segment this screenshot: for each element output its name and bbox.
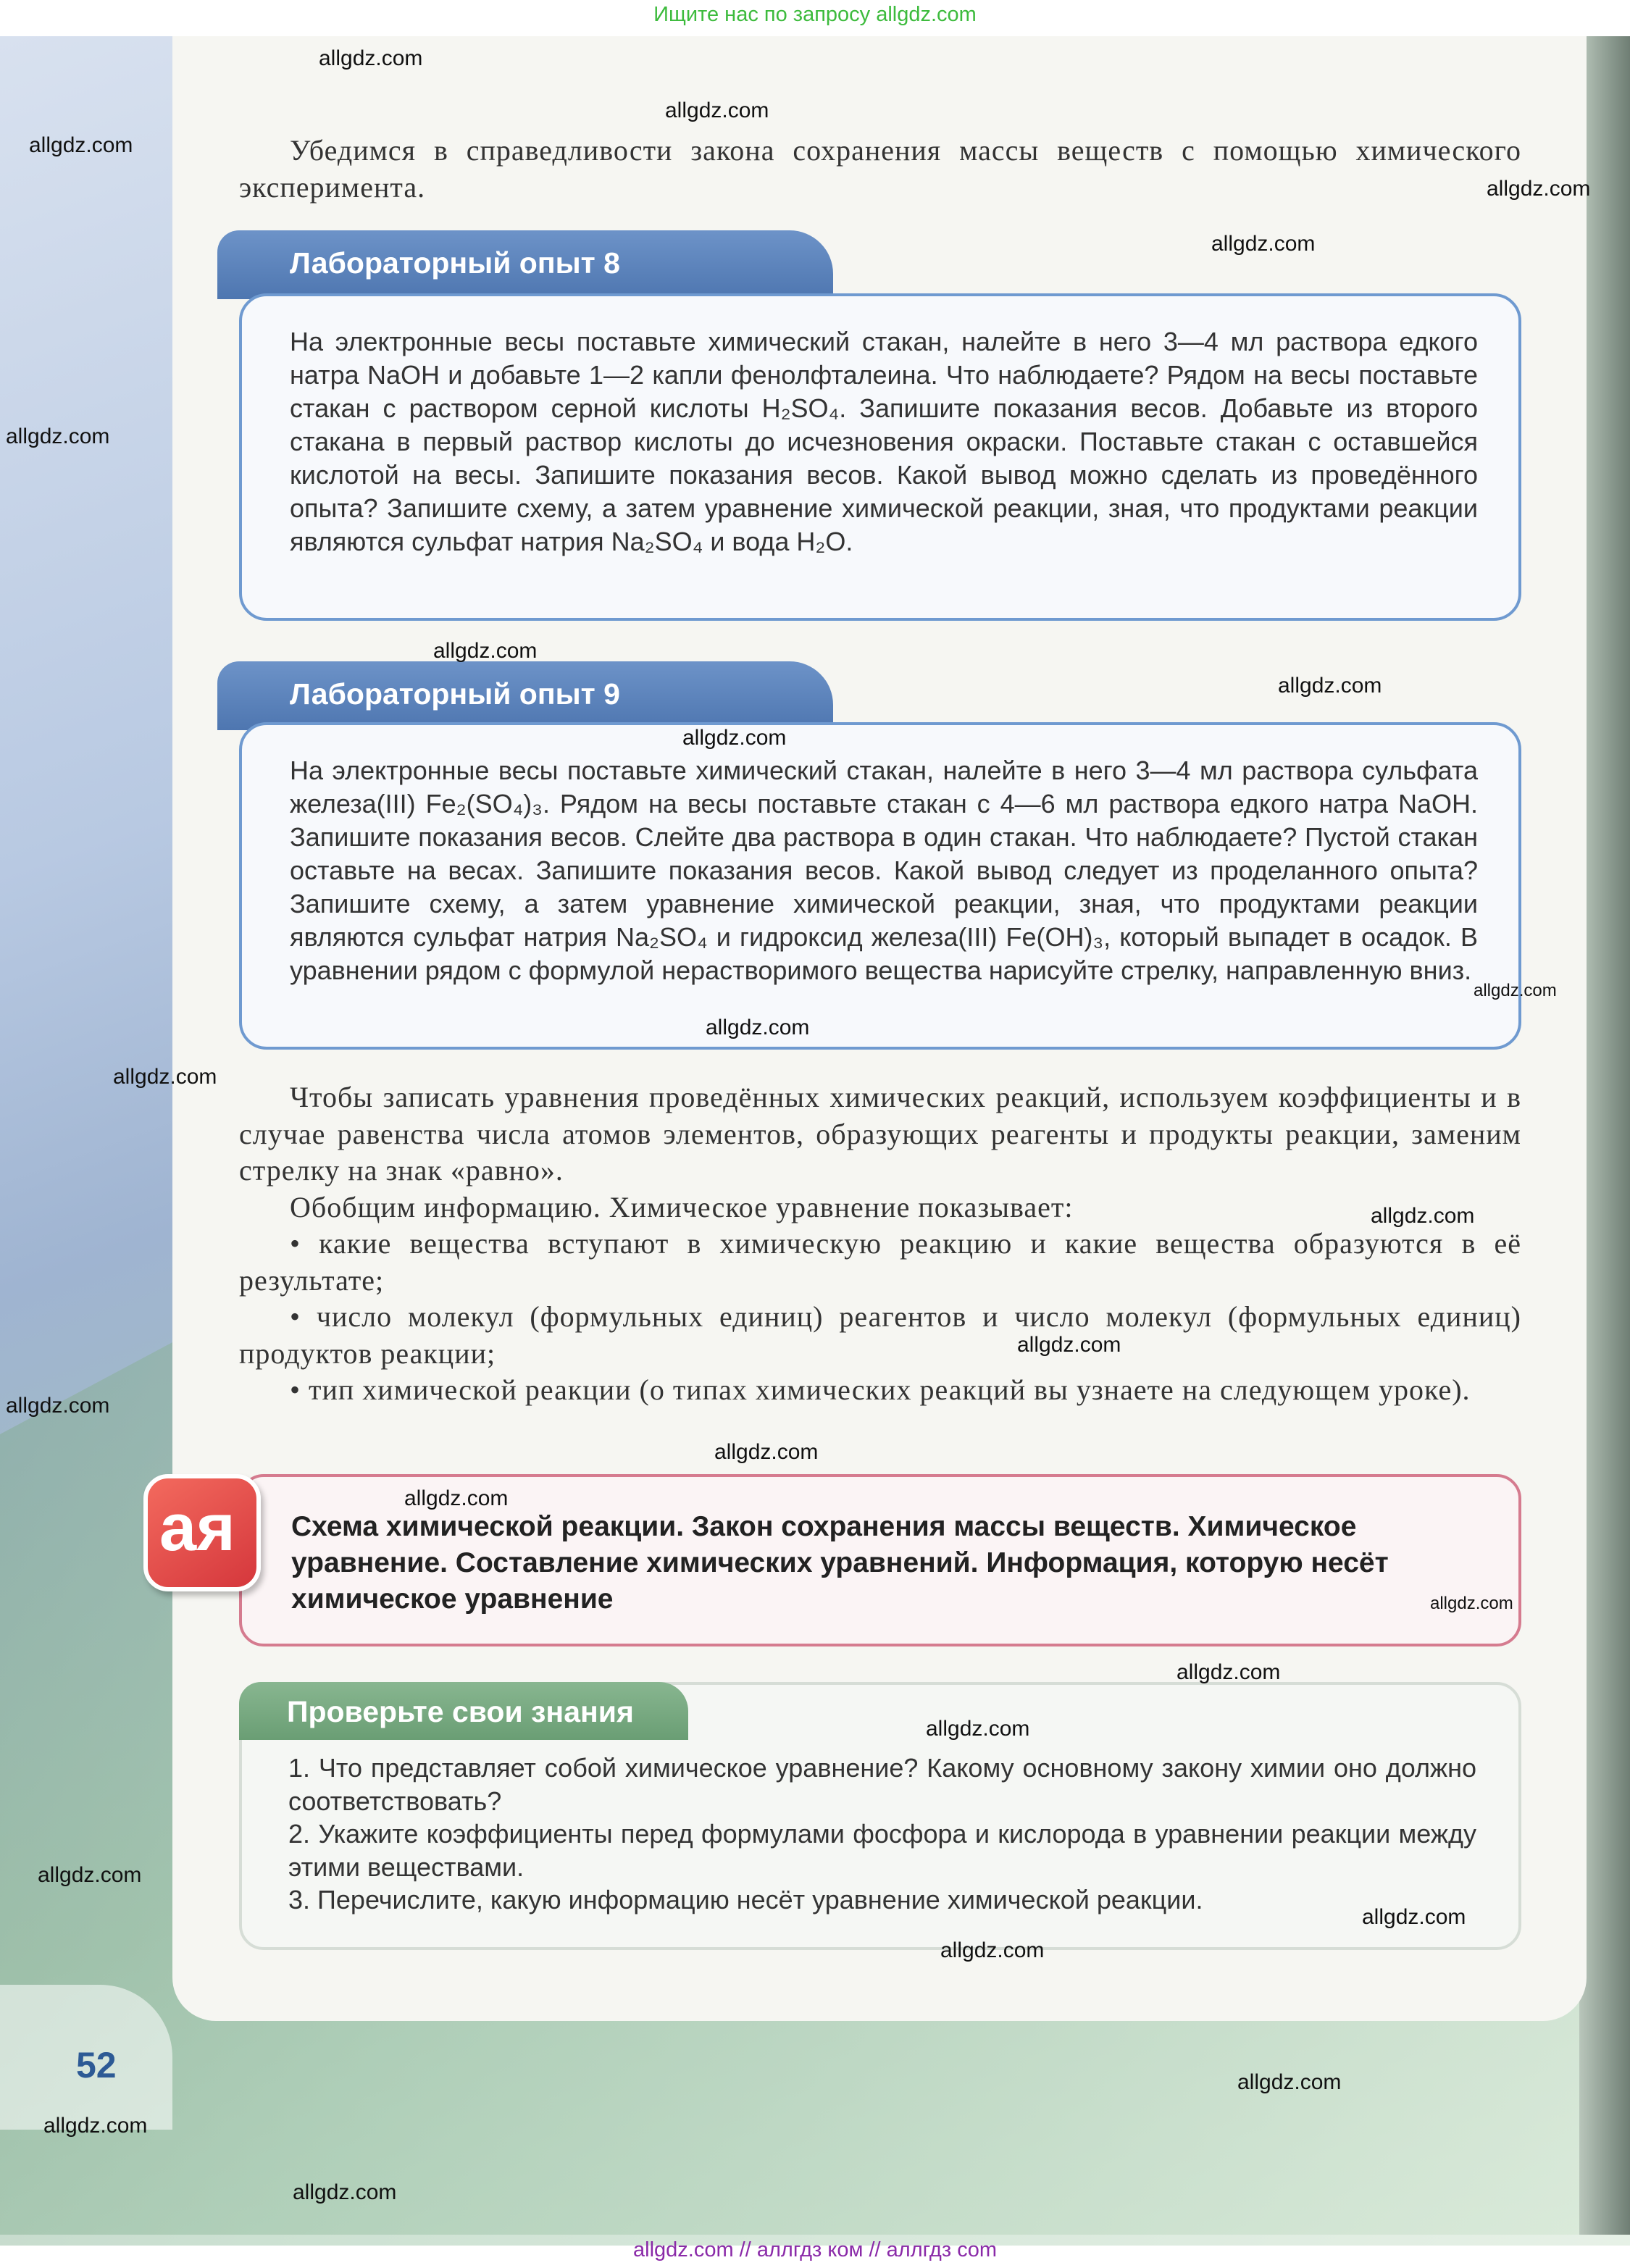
check-questions (288, 1752, 1476, 1917)
watermark[interactable]: allgdz.com (1017, 1333, 1121, 1357)
watermark[interactable]: allgdz.com (1211, 232, 1316, 256)
watermark[interactable]: allgdz.com (926, 1717, 1030, 1741)
bullet-molecules: • число молекул (формульных единиц) реагентов и число молекул (формульных единиц) продуктов реакции; (239, 1300, 1521, 1370)
watermark[interactable]: allgdz.com (1362, 1905, 1466, 1929)
bullet-reaction-type: • тип химической реакции (о типах химических реакций вы узнаете на следующем уроке). (290, 1373, 1471, 1406)
intro-paragraph (239, 133, 1521, 206)
watermark[interactable]: allgdz.com (1430, 1594, 1513, 1613)
watermark[interactable]: allgdz.com (293, 2180, 397, 2204)
dictionary-icon (143, 1474, 261, 1591)
lab9-text: На электронные весы поставьте химический стакан, налейте в него 3—4 мл раствора сульфата железа(III) Fe₂(SO₄)₃. Рядом на весы поставьте стакан с 4—6 мл раствора едкого натра NaOH. Запишите показания весов. Слейте два раствора в один стакан. Что наблюдаете? Пустой стакан оставьте на весах. Запишите показания весов. Какой вывод следует из проделанного опыта? Запишите схему, а затем уравнение химической реакции, зная, что продуктами реакции являются сульфат натрия Na₂SO₄ и гидроксид железа(III) Fe(OH)₃, который выпадет в осадок. В уравнении рядом с формулой нерастворимого вещества нарисуйте стрелку, направленную вниз. (290, 756, 1478, 985)
watermark[interactable]: allgdz.com (665, 99, 769, 122)
lab8-tab (217, 230, 833, 299)
watermark[interactable]: allgdz.com (1278, 674, 1382, 698)
watermark[interactable]: allgdz.com (38, 1863, 142, 1887)
summary-text: Схема химической реакции. Закон сохранения массы веществ. Химическое уравнение. Составление химических уравнений. Информация, которую несёт химическое уравнение (291, 1511, 1389, 1615)
watermark[interactable]: allgdz.com (113, 1065, 217, 1089)
lab9-title: Лабораторный опыт 9 (290, 677, 620, 711)
lab9-tab (217, 661, 833, 730)
check-knowledge-title: Проверьте свои знания (287, 1695, 634, 1728)
question-3: 3. Перечислите, какую информацию несёт уравнение химической реакции. (288, 1885, 1203, 1915)
page-number: 52 (76, 2045, 117, 2085)
lab8-title: Лабораторный опыт 8 (290, 246, 620, 280)
watermark[interactable]: allgdz.com (1237, 2070, 1342, 2094)
lab9-box (239, 722, 1521, 1050)
book-spine (1579, 36, 1630, 2235)
watermark[interactable]: allgdz.com (404, 1486, 509, 1510)
watermark[interactable]: allgdz.com (29, 133, 133, 157)
watermark[interactable]: allgdz.com (714, 1440, 819, 1464)
bottom-banner[interactable]: allgdz.com // аллгдз ком // аллгдз com (633, 2238, 997, 2261)
intro-text: Убедимся в справедливости закона сохранения массы веществ с помощью химического эксперимента. (239, 134, 1521, 204)
watermark[interactable]: allgdz.com (1176, 1660, 1281, 1684)
watermark[interactable]: allgdz.com (706, 1016, 810, 1039)
watermark[interactable]: allgdz.com (6, 424, 110, 448)
check-knowledge-tab (239, 1682, 688, 1740)
dictionary-icon-letters: ая (159, 1491, 235, 1565)
watermark[interactable]: allgdz.com (43, 2114, 148, 2138)
watermark[interactable]: allgdz.com (1487, 177, 1591, 201)
question-2: 2. Укажите коэффициенты перед формулами фосфора и кислорода в уравнении реакции между этими веществами. (288, 1819, 1476, 1882)
watermark[interactable]: allgdz.com (319, 46, 423, 70)
question-1: 1. Что представляет собой химическое уравнение? Какому основному закону химии оно должно соответствовать? (288, 1753, 1476, 1816)
top-banner[interactable]: Ищите нас по запросу allgdz.com (653, 3, 977, 26)
watermark[interactable]: allgdz.com (682, 726, 787, 750)
lab8-text: На электронные весы поставьте химический стакан, налейте в него 3—4 мл раствора едкого натра NaOH и добавьте 1—2 капли фенолфталеина. Что наблюдаете? Рядом на весы поставьте стакан с раствором серной кислоты H₂SO₄. Запишите показания весов. Добавьте из второго стакана в первый раствор кислоты до исчезновения окраски. Поставьте стакан с оставшейся кислотой на весы. Запишите показания весов. Какой вывод можно сделать из проведённого опыта? Запишите схему, а затем уравнение химической реакции, зная, что продуктами реакции являются сульфат натрия Na₂SO₄ и вода H₂O. (290, 327, 1478, 556)
watermark[interactable]: allgdz.com (433, 639, 538, 663)
bullet-substances: • какие вещества вступают в химическую реакцию и какие вещества образуются в её результате; (239, 1227, 1521, 1297)
watermark[interactable]: allgdz.com (940, 1938, 1045, 1962)
watermark[interactable]: allgdz.com (1371, 1204, 1475, 1228)
watermark[interactable]: allgdz.com (1474, 981, 1557, 1000)
main-text (239, 1079, 1521, 1409)
paragraph-equations: Чтобы записать уравнения проведённых химических реакций, используем коэффициенты и в случае равенства числа атомов элементов, образующих реагенты и продукты реакции, заменим стрелку на знак «равно». (239, 1081, 1521, 1187)
paragraph-summary-intro: Обобщим информацию. Химическое уравнение показывает: (290, 1190, 1074, 1223)
watermark[interactable]: allgdz.com (6, 1394, 110, 1418)
lab8-box (239, 293, 1521, 621)
